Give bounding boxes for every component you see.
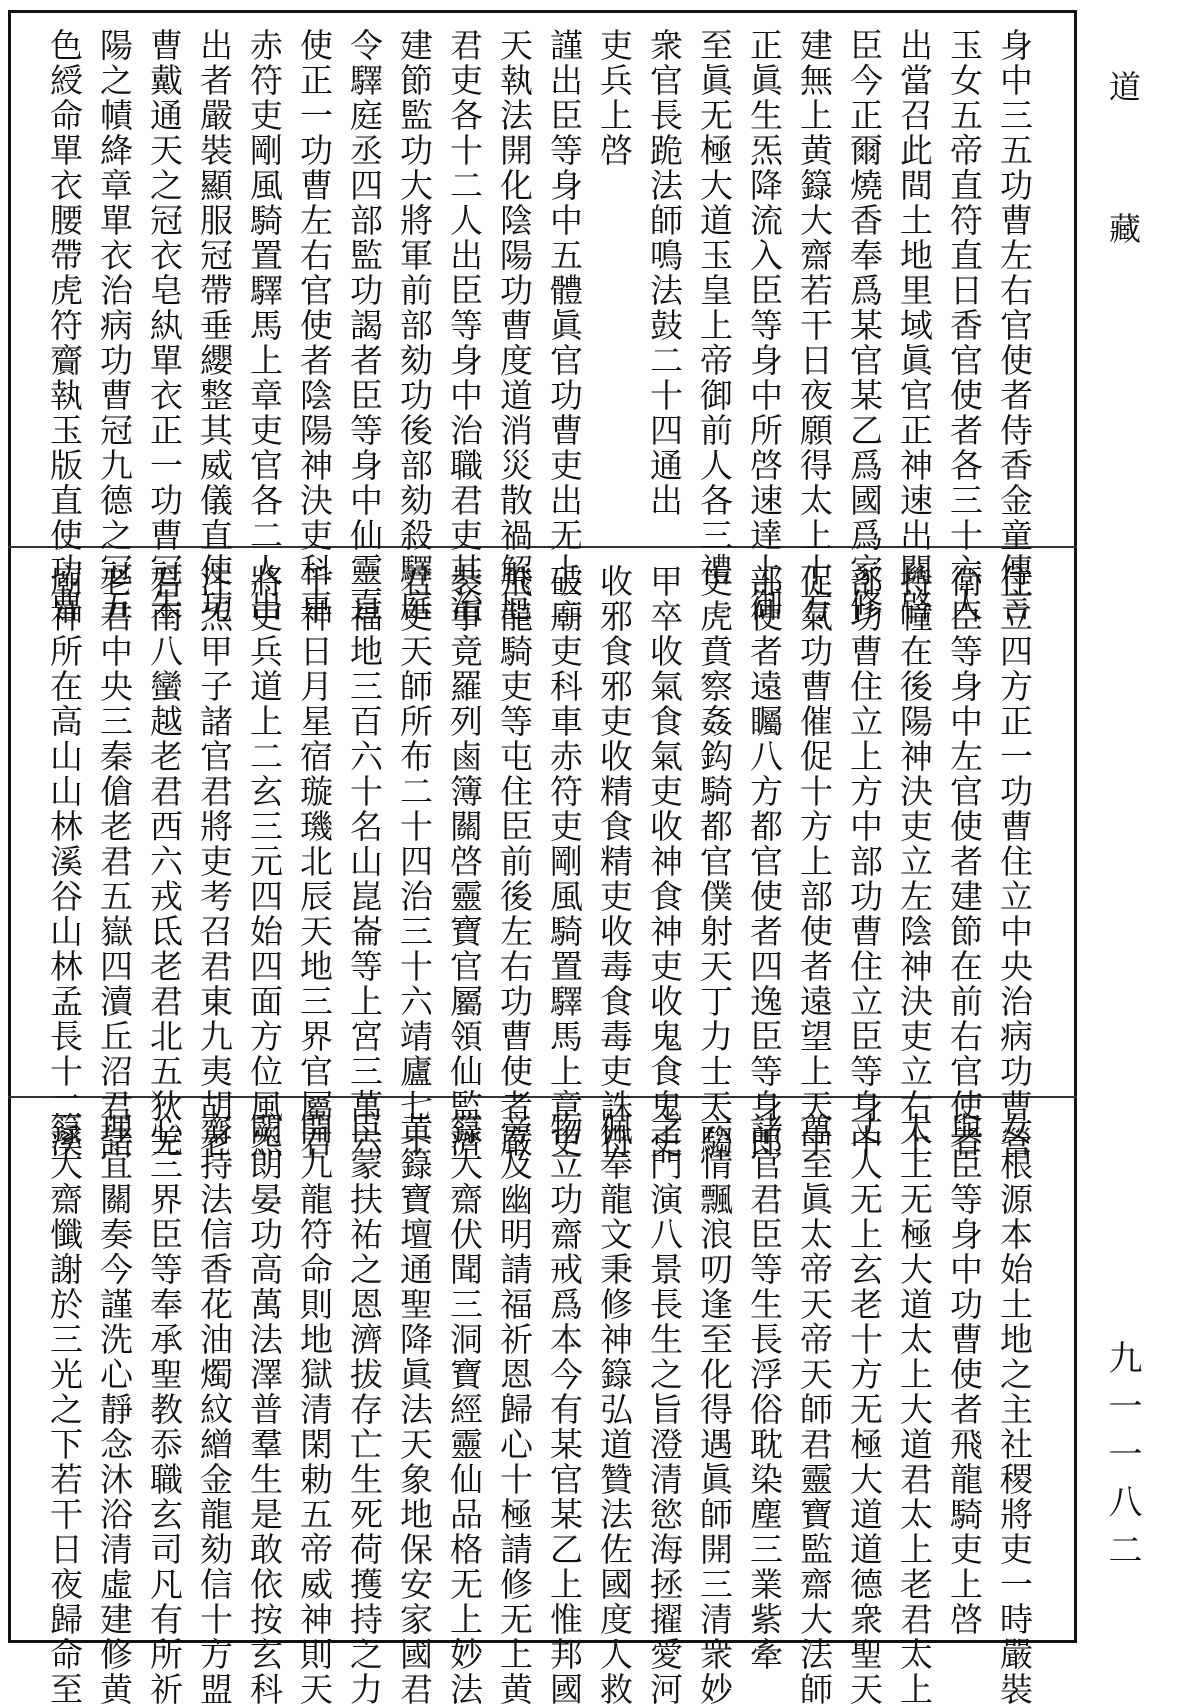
text-column: 玉女五帝直符直日香官使者各三十六人 xyxy=(945,28,984,623)
text-column: 建無上黄籙大齋若干日夜願得太上十方 xyxy=(795,28,834,623)
text-column: 臣蒙扶祐之恩濟拔存亡生死荷擭持之力 xyxy=(345,1112,384,1707)
text-panel-bottom xyxy=(40,1104,1040,1707)
text-column: 謹出臣等身中五體眞官功曹吏出无上三 xyxy=(545,28,584,623)
text-column: 出當召此間土地里域眞官正神速出關啓 xyxy=(895,28,934,623)
text-column: 齋持法信香花油燭紋繒金龍劾信十方盟 xyxy=(195,1112,234,1707)
text-column: 黄籙寶壇通聖降眞法天象地保安家國君 xyxy=(395,1112,434,1707)
text-column: 尊至眞太帝天帝天師君靈寶監齋大法師 xyxy=(795,1112,834,1707)
text-column: 千神日月星宿璇璣北辰天地三界官屬君 xyxy=(295,564,334,1159)
text-column: 赤符吏剛風騎置驛馬上章吏官各二人出 xyxy=(245,28,284,623)
text-column: 衛臣等身中左官使者建節在前右官使者 xyxy=(945,564,984,1159)
text-column: 老君中央三秦傖老君五嶽四瀆丘沼君諸 xyxy=(95,564,134,1159)
text-column: 飛龍騎吏等屯住臣前後左右功曹使者嚴 xyxy=(495,564,534,1159)
text-column: 裝事竟羅列鹵簿關啓靈寶官屬領仙監濟 xyxy=(445,564,484,1159)
text-column: 促氣功曹催促十方上部使者遠望上天中 xyxy=(795,564,834,1159)
text-column: 君吏天師所布二十四治三十六靖廬七十 xyxy=(395,564,434,1159)
text-column: 籙大齋懺謝於三光之下若干日夜歸命至 xyxy=(45,1112,84,1707)
text-column: 闕朗晏功高萬法澤普羣生是敢依按玄科 xyxy=(245,1112,284,1707)
text-column: 丈人无上玄老十方无極大道道德衆聖天 xyxy=(845,1112,884,1707)
text-column: 吏虎賁察姦鈎騎都官僕射天丁力士天騶 xyxy=(695,564,734,1159)
text-column: 持幢在後陽神決吏立左陰神決吏立右上 xyxy=(895,564,934,1159)
text-column: 曹戴通天之冠衣皂紈單衣正一功曹冠朱 xyxy=(145,28,184,623)
text-panel-top xyxy=(40,20,1040,623)
text-column: 住立四方正一功曹住立中央治病功曹營 xyxy=(995,564,1034,1159)
text-column: 臣今正爾燒香奉爲某官某乙爲國爲家修 xyxy=(845,28,884,623)
text-column: 六情飄浪叨逢至化得遇眞師開三清衆妙 xyxy=(695,1112,734,1707)
text-column: 諸官君臣等生長浮俗耽染塵三業紫牽 xyxy=(745,1112,784,1672)
text-column: 陽之幘絳章單衣治病功曹冠九德之冠五 xyxy=(95,28,134,623)
text-column: 旁及幽明請福祈恩歸心十極請修无上黄 xyxy=(495,1112,534,1707)
text-column: 部功曹住立上方中部功曹住立臣等身中 xyxy=(845,564,884,1159)
text-column: 令驛庭丞四部監功謁者臣等身中仙靈直 xyxy=(345,28,384,623)
text-column: 君南八蠻越老君西六戎氐老君北五狄羌 xyxy=(145,564,184,1159)
text-column: 至眞无極大道玉皇上帝御前人各三禮 xyxy=(695,28,734,588)
text-column: 甲卒收氣食氣吏收神食神吏收鬼食鬼吏 xyxy=(645,564,684,1159)
text-column: 注炁甲子諸官君將吏考召君東九夷胡老 xyxy=(195,564,234,1159)
text-column: 使正一功曹左右官使者陰陽神決吏科車 xyxy=(295,28,334,623)
collection-title: 道藏 xyxy=(1104,70,1142,354)
text-column: 將吏兵道上二玄三元四始四面方位風炁 xyxy=(245,564,284,1159)
text-column: 開九龍符命則地獄清閑勅五帝威神則天 xyxy=(295,1112,334,1707)
text-column: 太上无極大道太上大道君太上老君太上 xyxy=(895,1112,934,1707)
text-column: 物立功齋戒爲本今有某官某乙上惟邦國 xyxy=(545,1112,584,1707)
text-column: 廟神所在高山山林溪谷山林孟長十二溪 xyxy=(45,564,84,1159)
text-column: 收邪食邪吏收精食精吏收毒食毒吏誅符 xyxy=(595,564,634,1159)
text-column: 女根源本始土地之主社稷將吏一時嚴裝 xyxy=(995,1112,1034,1707)
text-column: 與臣等身中功曹使者飛龍騎吏上啓 xyxy=(945,1112,984,1637)
text-column: 佩奉龍文秉修神籙弘道贊法佐國度人救 xyxy=(595,1112,634,1707)
text-column: 部使者遠矚八方都官使者四逸臣等身郎 xyxy=(745,564,784,1159)
text-column: 正眞生炁降流入臣等身中所啓速達上御 xyxy=(745,28,784,623)
text-column: 籙大齋伏聞三洞寶經靈仙品格无上妙法 xyxy=(445,1112,484,1707)
text-column: 理宜關奏今謹洗心靜念沐浴清虛建修黄 xyxy=(95,1112,134,1707)
text-column: 吏兵上啓 xyxy=(595,28,634,168)
text-column: 出者嚴裝顯服冠帶垂纓整其威儀直使功 xyxy=(195,28,234,623)
text-column: 色綬命單衣腰帶虎符齎執玉版直使功曹 xyxy=(45,28,84,623)
text-column: 衆官長跪法師鳴法鼓二十四通出 xyxy=(645,28,684,518)
text-column: 身中三五功曹左右官使者侍香金童傳言 xyxy=(995,28,1034,623)
text-column: 二福地三百六十名山崑崙等上宮三萬六 xyxy=(345,564,384,1159)
text-column: 天執法開化陰陽功曹度道消災散禍解厄 xyxy=(495,28,534,623)
text-panel-middle xyxy=(40,556,1040,1159)
text-column: 心三界臣等奉承聖教忝職玄司凡有所祈 xyxy=(145,1112,184,1707)
text-column: 建節監功大將軍前部劾功後部劾殺驛庭 xyxy=(395,28,434,623)
text-column: 之門演八景長生之旨澄清慾海拯擢愛河 xyxy=(645,1112,684,1707)
text-column: 君吏各十二人出臣等身中治職君吏其治 xyxy=(445,28,484,623)
page-number: 九一一八二 xyxy=(1102,1340,1142,1580)
text-column: 破廟吏科車赤符吏剛風騎置驛馬上章吏 xyxy=(545,564,584,1159)
